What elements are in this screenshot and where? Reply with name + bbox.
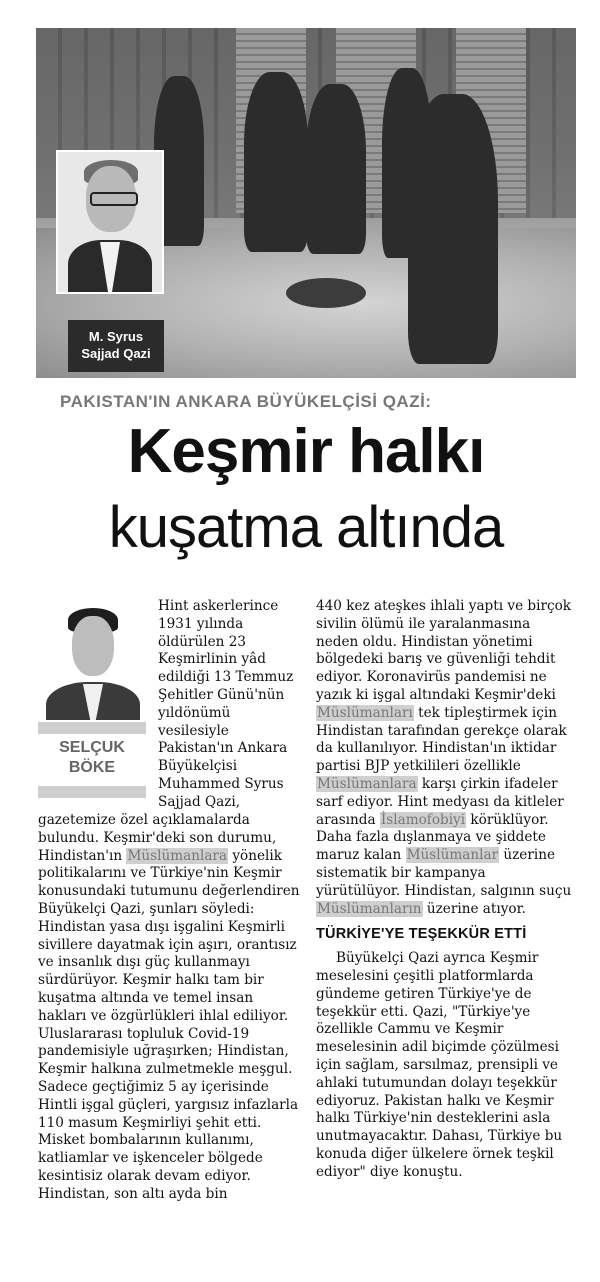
body-text: karşı çirkin ifadeler sarf ediyor. Hint medyası da kitleler arasında (316, 775, 564, 828)
caption-line-1: M. Syrus (88, 329, 144, 344)
kicker: PAKISTAN'IN ANKARA BÜYÜKELÇİSİ QAZİ: (60, 392, 432, 411)
author-divider (38, 786, 146, 798)
photo-rock (286, 278, 366, 308)
body-column-a (38, 812, 300, 1204)
highlight: Müslümanlar (406, 847, 499, 864)
caption-line-2: Sajjad Qazi (81, 346, 151, 361)
photo-figure (408, 94, 498, 364)
photo-figure (306, 84, 366, 254)
headline-line-2: kuşatma altında (108, 495, 504, 560)
body-paragraph (38, 812, 300, 1204)
body-paragraph: Büyükelçi Qazi ayrıca Keşmir meselesini çeşitli platformlarda gündeme getiren Türkiye'ye de teşekkür etti. Qazi, "Türkiye'ye özellikle Cammu ve Keşmir meselesinin adil biçimde çözülmesi için sağlam, sarsılmaz, prensipli ve ahlaki tutumundan dolayı teşekkür ediyoruz. Pakistan halkı ve Keşmir halkı Türkiye'nin desteklerini asla unutmayacaktır. Dahası, Türkiye bu konuda diğer ülkelere örnek teşkil ediyor" diye konuştu. (316, 950, 563, 1180)
photo-figure (244, 72, 308, 252)
body-text: gazetemize özel açıklamalarda bulundu. Keşmir'deki son durumu, Hindistan'ın (38, 812, 277, 864)
headline-line-1: Keşmir halkı (127, 417, 485, 486)
body-text: körüklüyor. Daha fazla dışlanmaya ve şiddete maruz kalan (316, 811, 549, 864)
highlight: Müslümanları (317, 704, 413, 721)
author-last-name: BÖKE (68, 759, 116, 776)
highlight: Müslümanların (317, 900, 422, 917)
highlight: İslamofobiyi (380, 811, 466, 828)
author-divider (38, 722, 146, 734)
body-text: üzerine sistematik bir kampanya yürütülüyor. Hindistan, salgının suçu (316, 847, 572, 899)
body-text: tek tipleştirmek için Hindistan tarafından gerekçe olarak da kullanılıyor. Hindistan'ın iktidar partisi BJP yetkilileri özellikle (316, 704, 567, 775)
body-column-a-top (158, 598, 300, 812)
interviewee-portrait (56, 150, 164, 294)
highlight: Müslümanlara (127, 847, 228, 864)
author-name (38, 738, 146, 778)
body-text: üzerine atıyor. (422, 900, 526, 917)
highlight: Müslümanlara (317, 775, 417, 792)
author-photo (38, 600, 148, 720)
subheading: TÜRKİYE'YE TEŞEKKÜR ETTİ (316, 926, 527, 943)
body-text: 440 kez ateşkes ihlali yaptı ve birçok sivilin ölümü ile yaralanmasına neden oldu. Hindistan yönetimi bölgedeki barış ve güvenliği tehdit ediyor. Koronavirüs pandemisi ne yazık ki işgal altındaki Keşmir'deki (316, 598, 572, 703)
author-first-name: SELÇUK (59, 739, 125, 756)
portrait-caption (68, 320, 164, 372)
body-text: yönelik politikalarını ve Türkiye'nin Keşmir konusundaki tutumunu değerlendiren Büyükelçi Qazi, şunları söyledi: Hindistan yasa dışı işgalini Keşmirli sivillere dayatmak için aşırı, orantısız ve insanlık dışı güç kullanmayı sürdürüyor. Keşmir halkı tam bir kuşatma altında ve temel insan hakları ve özgürlükleri ihlal ediliyor. Uluslararası topluluk Covid-19 pandemisiyle uğraşırken; Hindistan, Keşmir halkına zulmetmekle meşgul. Sadece geçtiğimiz 5 ay içerisinde Hintli işgal güçleri, yargısız infazlarla 110 masum Keşmirliyi şehit etti. Misket bombalarının kullanımı, katliamlar ve işkenceler bölgede kesintisiz olarak devam ediyor. Hindistan, son altı ayda bin (38, 847, 300, 1202)
body-column-b (316, 598, 572, 1182)
body-paragraph (316, 598, 572, 918)
body-paragraph: Hint askerlerince 1931 yılında öldürülen 23 Keşmirlinin yâd edildiği 13 Temmuz Şehitler Günü'nün yıldönümü vesilesiyle Pakistan'ın Ankara Büyükelçisi Muhammed Syrus Sajjad Qazi, (158, 598, 294, 810)
